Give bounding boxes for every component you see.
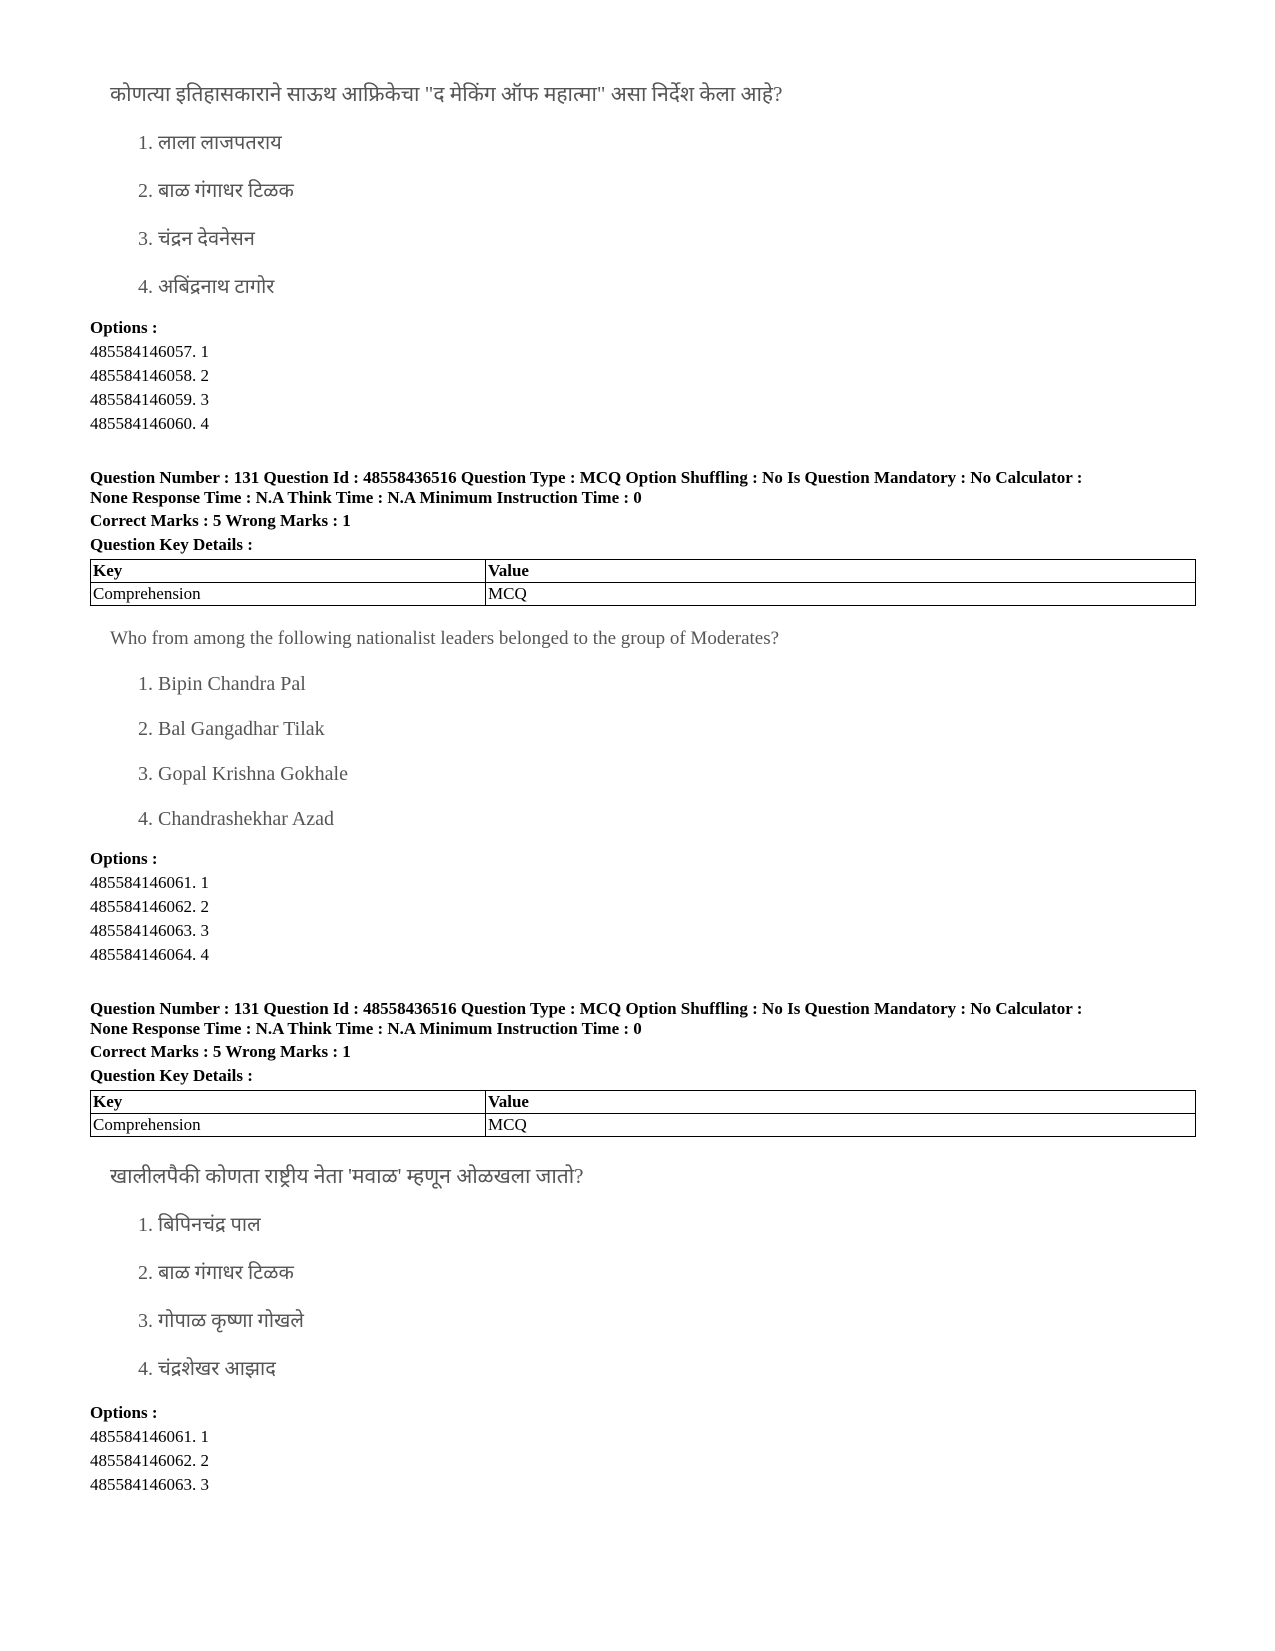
choice-3: 3. Gopal Krishna Gokhale: [138, 763, 348, 785]
options-label: Options :: [90, 849, 158, 868]
question-image-2: [110, 628, 780, 830]
choice-4: 4. Chandrashekhar Azad: [138, 808, 335, 830]
question-text: खालीलपैकी कोणता राष्ट्रीय नेता 'मवाळ' म्हणून ओळखला जातो?: [110, 1164, 584, 1188]
marks-line: Correct Marks : 5 Wrong Marks : 1: [90, 1042, 351, 1061]
option-id-2: 485584146062. 2: [90, 1451, 209, 1470]
choice-2: 2. बाळ गंगाधर टिळक: [138, 1262, 294, 1284]
key-details-label: Question Key Details :: [90, 535, 253, 554]
question-image-3: [110, 1162, 584, 1380]
choice-2: 2. Bal Gangadhar Tilak: [138, 718, 325, 740]
option-id-2: 485584146062. 2: [90, 897, 209, 916]
table-header-value: Value: [486, 1091, 1196, 1114]
option-id-4: 485584146060. 4: [90, 414, 209, 433]
option-id-4: 485584146064. 4: [90, 945, 209, 964]
key-details-table: [90, 1090, 1196, 1137]
option-id-2: 485584146058. 2: [90, 366, 209, 385]
choice-3: 3. गोपाळ कृष्णा गोखले: [138, 1310, 304, 1332]
options-label: Options :: [90, 1403, 158, 1422]
choice-1: 1. Bipin Chandra Pal: [138, 673, 306, 695]
key-details-table: [90, 559, 1196, 606]
choice-4: 4. चंद्रशेखर आझाद: [138, 1358, 276, 1380]
question-meta: [90, 999, 1190, 1039]
question-meta: [90, 468, 1190, 508]
option-id-3: 485584146059. 3: [90, 390, 209, 409]
choice-3: 3. चंद्रन देवनेसन: [138, 228, 255, 250]
table-cell-key: Comprehension: [91, 583, 486, 606]
option-id-1: 485584146057. 1: [90, 342, 209, 361]
meta-line-2: None Response Time : N.A Think Time : N.A Minimum Instruction Time : 0: [90, 488, 642, 507]
choice-1: 1. बिपिनचंद्र पाल: [138, 1214, 261, 1236]
table-cell-value: MCQ: [486, 583, 1196, 606]
options-label: Options :: [90, 318, 158, 337]
question-text: कोणत्या इतिहासकाराने साऊथ आफ्रिकेचा "द मेकिंग ऑफ महात्मा" असा निर्देश केला आहे?: [110, 82, 783, 106]
question-text: Who from among the following nationalist leaders belonged to the group of Moderates?: [110, 628, 780, 649]
choice-2: 2. बाळ गंगाधर टिळक: [138, 180, 294, 202]
option-id-1: 485584146061. 1: [90, 1427, 209, 1446]
table-header-value: Value: [486, 560, 1196, 583]
table-cell-key: Comprehension: [91, 1114, 486, 1137]
table-header-key: Key: [91, 1091, 486, 1114]
choice-4: 4. अबिंद्रनाथ टागोर: [138, 276, 275, 298]
table-header-key: Key: [91, 560, 486, 583]
option-id-3: 485584146063. 3: [90, 921, 209, 940]
meta-line-1: Question Number : 131 Question Id : 48558436516 Question Type : MCQ Option Shuffling : No Is Question Mandatory : No Calculator :: [90, 468, 1083, 487]
meta-line-1: Question Number : 131 Question Id : 48558436516 Question Type : MCQ Option Shuffling : No Is Question Mandatory : No Calculator :: [90, 999, 1083, 1018]
meta-line-2: None Response Time : N.A Think Time : N.A Minimum Instruction Time : 0: [90, 1019, 642, 1038]
table-cell-value: MCQ: [486, 1114, 1196, 1137]
option-id-1: 485584146061. 1: [90, 873, 209, 892]
marks-line: Correct Marks : 5 Wrong Marks : 1: [90, 511, 351, 530]
option-id-3: 485584146063. 3: [90, 1475, 209, 1494]
choice-1: 1. लाला लाजपतराय: [138, 132, 282, 154]
key-details-label: Question Key Details :: [90, 1066, 253, 1085]
question-image-1: [110, 80, 783, 298]
